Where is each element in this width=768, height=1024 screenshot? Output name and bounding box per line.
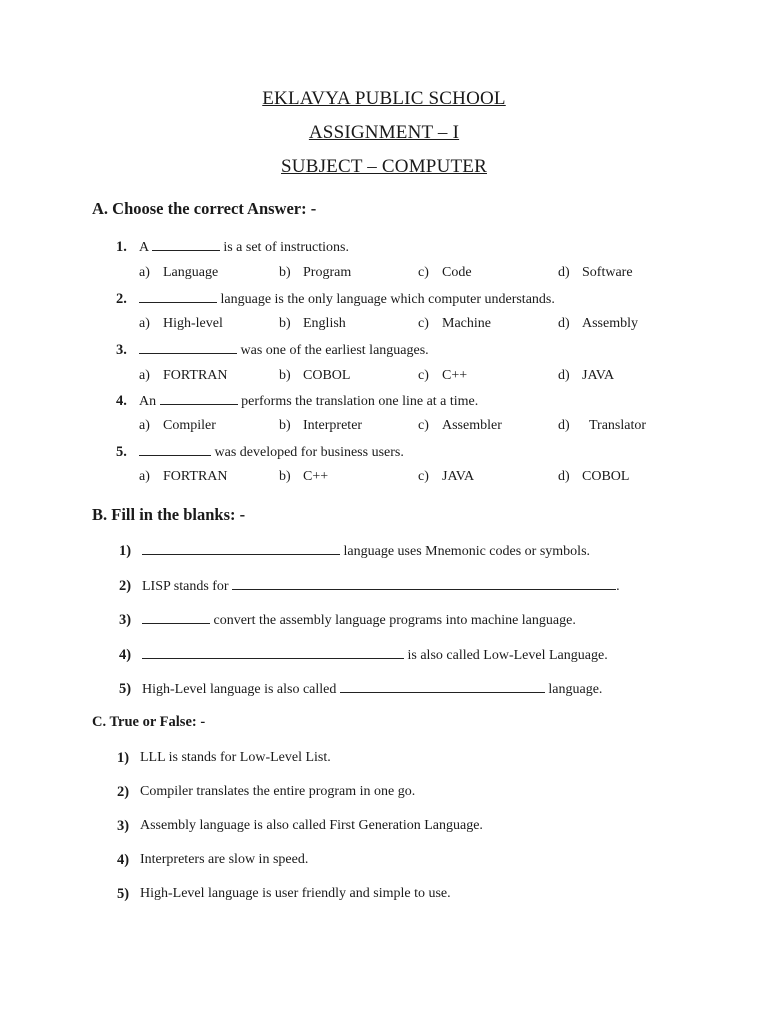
answer-blank[interactable]: [142, 543, 340, 555]
option-c[interactable]: c) C++: [418, 368, 468, 383]
item-number: 2): [119, 578, 132, 594]
option-a[interactable]: a) Compiler: [139, 418, 216, 433]
item-number: 4): [119, 647, 132, 663]
question-number: 4.: [116, 393, 127, 409]
item-number: 2): [117, 784, 130, 800]
item-text: Assembly language is also called First Generation Language.: [140, 818, 483, 833]
question-number: 3.: [116, 342, 127, 358]
answer-blank[interactable]: [232, 578, 616, 590]
option-c[interactable]: c) Machine: [418, 316, 491, 331]
item-text: language uses Mnemonic codes or symbols.: [142, 543, 590, 560]
option-c[interactable]: c) Assembler: [418, 418, 502, 433]
option-a[interactable]: a) Language: [139, 265, 219, 280]
section-c-title: C. True or False: -: [92, 714, 206, 730]
question-text: An performs the translation one line at a time.: [139, 394, 479, 409]
answer-blank[interactable]: [160, 393, 238, 405]
item-text: convert the assembly language programs into machine language.: [142, 612, 576, 629]
subject-title: SUBJECT – COMPUTER: [281, 156, 487, 177]
item-number: 4): [117, 852, 130, 868]
option-b[interactable]: b) Interpreter: [279, 418, 363, 433]
section-a-title: A. Choose the correct Answer: -: [92, 199, 317, 218]
answer-blank[interactable]: [142, 647, 404, 659]
option-d[interactable]: d) Software: [558, 265, 633, 280]
question-text: language is the only language which computer understands.: [139, 291, 555, 308]
answer-blank[interactable]: [139, 342, 237, 354]
option-c[interactable]: c) JAVA: [418, 469, 475, 484]
school-name: EKLAVYA PUBLIC SCHOOL: [262, 88, 506, 109]
option-d[interactable]: d) JAVA: [558, 368, 615, 383]
answer-blank[interactable]: [139, 444, 211, 456]
item-number: 1): [117, 750, 130, 766]
option-d[interactable]: d) COBOL: [558, 469, 630, 484]
option-a[interactable]: a) High-level: [139, 316, 223, 331]
item-text: High-Level language is also called language.: [142, 682, 603, 697]
option-a[interactable]: a) FORTRAN: [139, 368, 228, 383]
item-text: is also called Low-Level Language.: [142, 647, 608, 664]
item-number: 5): [119, 681, 132, 697]
item-text: Interpreters are slow in speed.: [140, 852, 309, 867]
question-number: 5.: [116, 444, 127, 460]
item-number: 3): [117, 818, 130, 834]
answer-blank[interactable]: [340, 681, 545, 693]
item-text: LLL is stands for Low-Level List.: [140, 750, 331, 765]
item-number: 1): [119, 543, 132, 559]
option-a[interactable]: a) FORTRAN: [139, 469, 228, 484]
answer-blank[interactable]: [142, 612, 210, 624]
question-number: 1.: [116, 239, 127, 255]
question-text: was developed for business users.: [139, 444, 404, 461]
option-c[interactable]: c) Code: [418, 265, 472, 280]
question-text: was one of the earliest languages.: [139, 342, 429, 359]
answer-blank[interactable]: [139, 291, 217, 303]
section-b-title: B. Fill in the blanks: -: [92, 505, 246, 524]
question-number: 2.: [116, 291, 127, 307]
item-text: LISP stands for .: [142, 579, 620, 594]
option-b[interactable]: b) English: [279, 316, 346, 331]
option-b[interactable]: b) COBOL: [279, 368, 351, 383]
option-d[interactable]: d) Assembly: [558, 316, 638, 331]
option-b[interactable]: b) C++: [279, 469, 329, 484]
option-b[interactable]: b) Program: [279, 265, 352, 280]
item-number: 3): [119, 612, 132, 628]
item-text: Compiler translates the entire program in one go.: [140, 784, 416, 799]
option-d[interactable]: d) Translator: [558, 418, 647, 433]
item-number: 5): [117, 886, 130, 902]
answer-blank[interactable]: [152, 239, 220, 251]
question-text: A is a set of instructions.: [139, 240, 349, 255]
assignment-title: ASSIGNMENT – I: [308, 122, 460, 143]
item-text: High-Level language is user friendly and simple to use.: [140, 886, 451, 901]
